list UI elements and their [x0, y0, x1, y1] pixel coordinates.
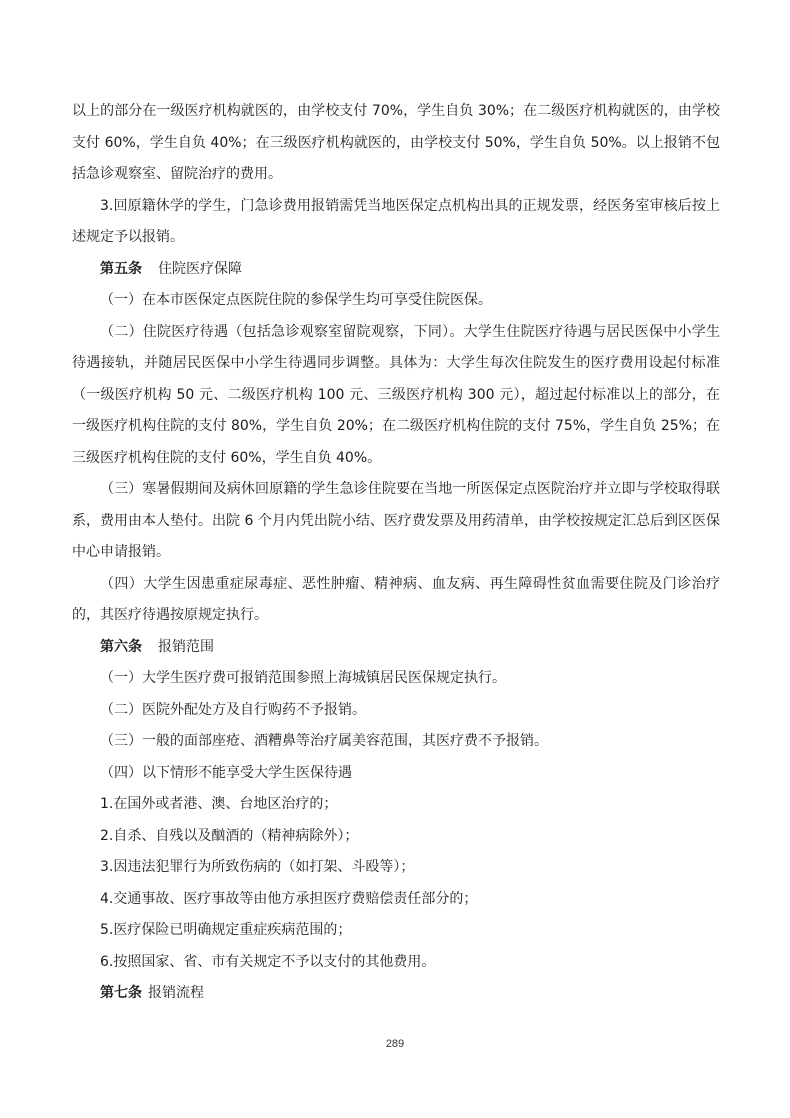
page-number: 289 [385, 1038, 405, 1050]
article-6-number: 第六条 [100, 638, 142, 655]
article-7-title: 报销流程 [148, 985, 204, 1001]
article-5-item-3: （三）寒暑假期间及病休回原籍的学生急诊住院要在当地一所医保定点医院治疗并立即与学校取得联系，费用由本人垫付。出院 6 个月内凭出院小结、医疗费发票及用药清单，由学校按规定汇总后到区医保中心申请报销。 [72, 481, 720, 560]
article-6-item-1: （一）大学生医疗费可报销范围参照上海城镇居民医保规定执行。 [100, 670, 506, 686]
article-6-heading [72, 632, 720, 664]
article-5-item-4: （四）大学生因患重症尿毒症、恶性肿瘤、精神病、血友病、再生障碍性贫血需要住院及门诊治疗的，其医疗待遇按原规定执行。 [72, 575, 720, 623]
exclusion-item-5: 5.医疗保险已明确规定重症疾病范围的； [100, 922, 352, 938]
paragraph-rural-leave-reimbursement: 3.回原籍休学的学生，门急诊费用报销需凭当地医保定点机构出具的正规发票，经医务室审核后按上述规定予以报销。 [72, 197, 720, 245]
article-6-item-2: （二）医院外配处方及自行购药不予报销。 [100, 701, 366, 718]
article-5-number: 第五条 [100, 260, 142, 277]
article-7-heading [72, 978, 720, 1010]
article-5-item-2: （二）住院医疗待遇（包括急诊观察室留院观察，下同）。大学生住院医疗待遇与居民医保中小学生待遇接轨，并随居民医保中小学生待遇同步调整。具体为：大学生每次住院发生的医疗费用设起付标准（一级医疗机构 50 元、二级医疗机构 100 元、三级医疗机构 300 元），超过起付标准以上的部分，在一级医疗机构住院的支付 80%，学生自负 20%；在二级医疗机构住院的支付 75%，学生自负 25%；在三级医疗机构住院的支付 60%，学生自负 40%。 [72, 323, 720, 466]
article-6-item-3: （三）一般的面部座疮、酒糟鼻等治疗属美容范围，其医疗费不予报销。 [100, 733, 548, 749]
exclusion-item-6: 6.按照国家、省、市有关规定不予以支付的其他费用。 [100, 953, 436, 970]
article-5-title: 住院医疗保障 [158, 260, 242, 277]
paragraph-continuation: 以上的部分在一级医疗机构就医的，由学校支付 70%，学生自负 30%；在二级医疗机构就医的，由学校支付 60%，学生自负 40%；在三级医疗机构就医的，由学校支付 50%，学生自负 50%。以上报销不包括急诊观察室、留院治疗的费用。 [72, 103, 720, 182]
exclusion-item-3: 3.因违法犯罪行为所致伤病的（如打架、斗殴等）； [100, 859, 415, 875]
article-7-number: 第七条 [100, 985, 142, 1001]
exclusion-item-1: 1.在国外或者港、澳、台地区治疗的； [100, 796, 338, 812]
article-5-heading [72, 254, 720, 286]
article-6-item-4: （四）以下情形不能享受大学生医保待遇 [100, 764, 352, 781]
exclusion-item-2: 2.自杀、自残以及酗酒的（精神病除外）； [100, 827, 359, 844]
article-5-item-1: （一）在本市医保定点医院住院的参保学生均可享受住院医保。 [100, 292, 492, 308]
document-body [72, 96, 720, 1010]
article-6-title: 报销范围 [158, 638, 214, 655]
exclusion-item-4: 4.交通事故、医疗事故等由他方承担医疗费赔偿责任部分的； [100, 890, 478, 907]
